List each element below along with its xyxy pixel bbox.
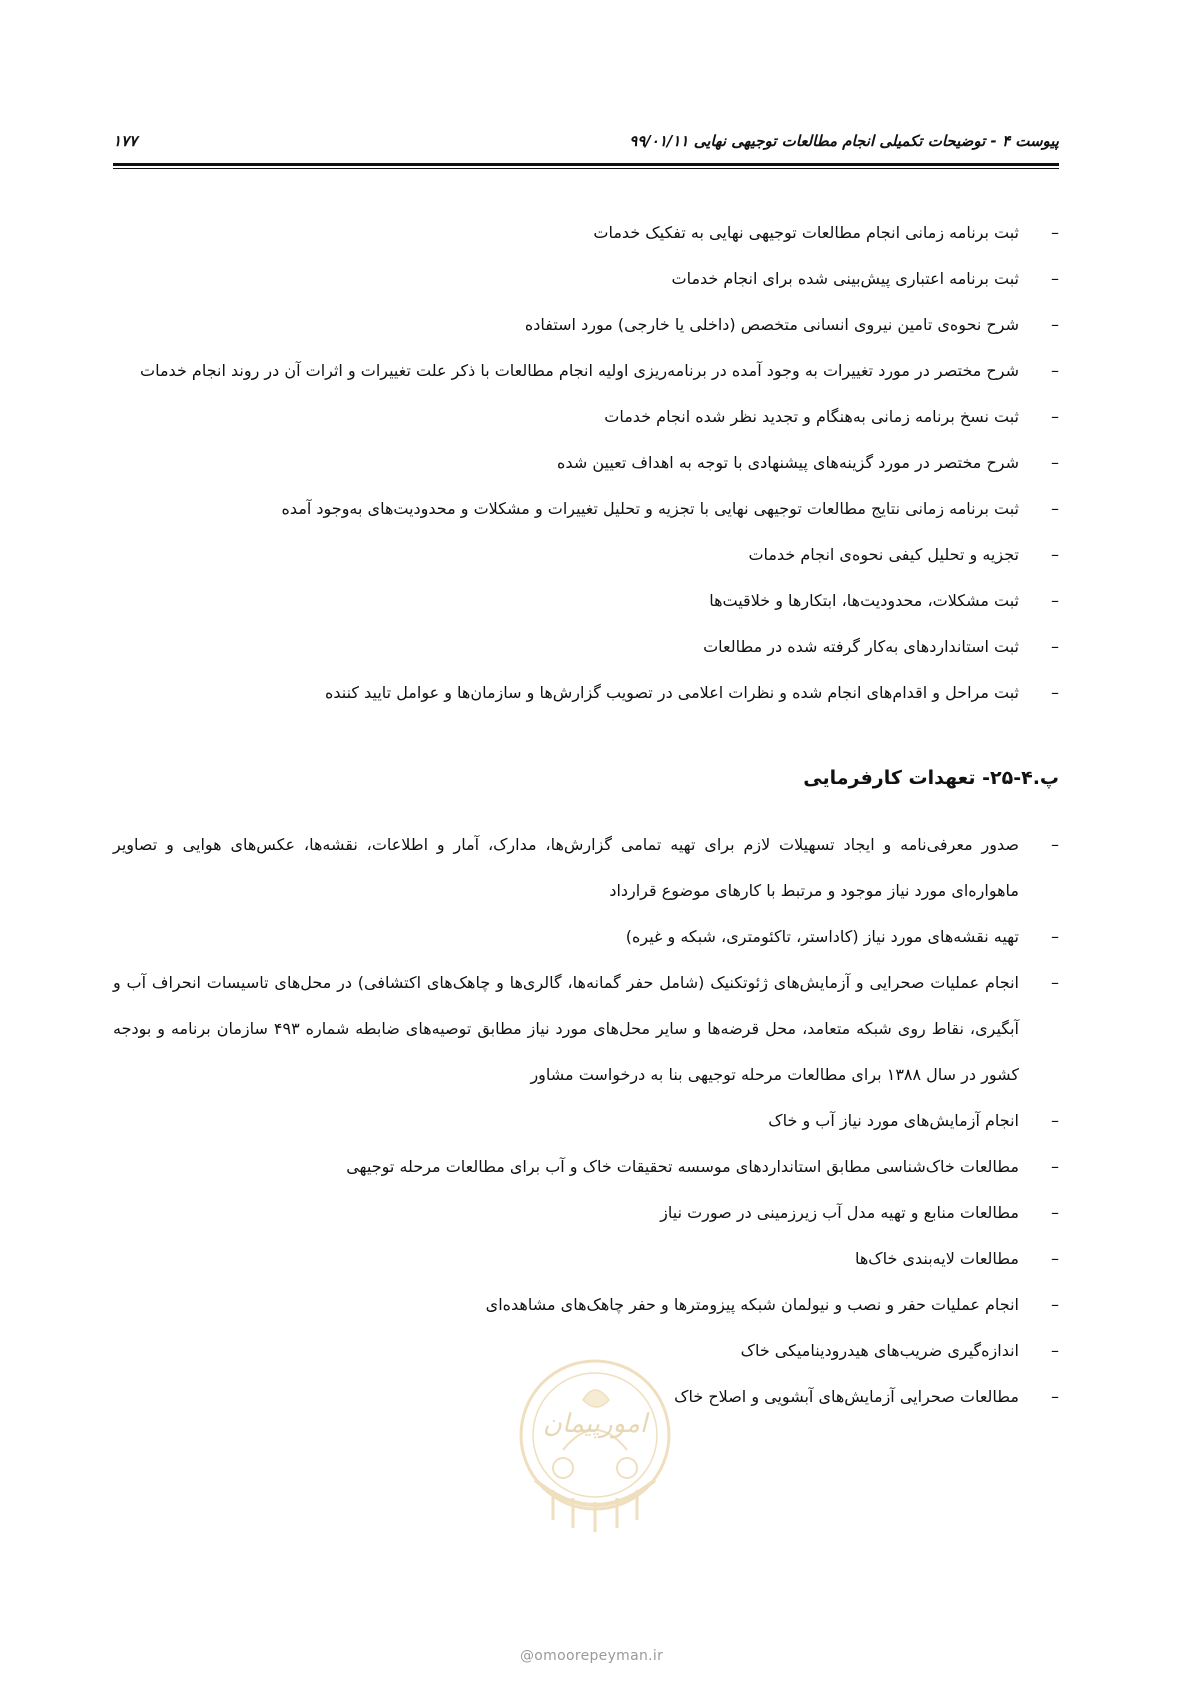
dash-bullet: – bbox=[1051, 315, 1059, 334]
list-item-text: شرح مختصر در مورد تغییرات به وجود آمده در برنامه‌ریزی اولیه انجام مطالعات با ذکر علت تغییرات و اثرات آن در روند انجام خدمات bbox=[140, 361, 1019, 380]
list-item-text: مطالعات صحرایی آزمایش‌های آبشویی و اصلاح خاک bbox=[674, 1387, 1019, 1406]
dash-bullet: – bbox=[1051, 1203, 1059, 1222]
dash-bullet: – bbox=[1051, 1295, 1059, 1314]
list-item-text: شرح مختصر در مورد گزینه‌های پیشنهادی با توجه به اهداف تعیین شده bbox=[557, 453, 1019, 472]
list-item bbox=[113, 1190, 1059, 1236]
dash-bullet: – bbox=[1051, 269, 1059, 288]
list-item bbox=[113, 440, 1059, 486]
list-item-text: مطالعات منابع و تهیه مدل آب زیرزمینی در صورت نیاز bbox=[660, 1203, 1019, 1222]
list-item bbox=[113, 960, 1059, 1098]
dash-bullet: – bbox=[1051, 637, 1059, 656]
list-item-text: ثبت استانداردهای به‌کار گرفته شده در مطالعات bbox=[703, 637, 1019, 656]
list-item-text: مطالعات خاک‌شناسی مطابق استانداردهای موسسه تحقیقات خاک و آب برای مطالعات مرحله توجیهی bbox=[346, 1157, 1019, 1176]
list-item bbox=[113, 532, 1059, 578]
list-item bbox=[113, 914, 1059, 960]
list-item-text: ثبت برنامه اعتباری پیش‌بینی شده برای انجام خدمات bbox=[671, 269, 1019, 288]
header-rule-thin bbox=[113, 168, 1059, 169]
dash-bullet: – bbox=[1051, 453, 1059, 472]
dash-bullet: – bbox=[1051, 683, 1059, 702]
dash-bullet: – bbox=[1051, 1341, 1059, 1360]
list-item-text: مطالعات لایه‌بندی خاک‌ها bbox=[854, 1249, 1019, 1268]
list-item-text: انجام عملیات حفر و نصب و نیولمان شبکه پیزومترها و حفر چاهک‌های مشاهده‌ای bbox=[485, 1295, 1019, 1314]
list-item-text: انجام عملیات صحرایی و آزمایش‌های ژئوتکنیک (شامل حفر گمانه‌ها، گالری‌ها و چاهک‌های اکتشافی) در محل‌های تاسیسات انحراف آب و آبگیری، نقاط روی شبکه متعامد، محل قرضه‌ها و سایر محل‌های مورد نیاز مطابق توصیه‌های ضابطه شماره ۴۹۳ سازمان برنامه و بودجه کشور در سال ۱۳۸۸ برای مطالعات مرحله توجیهی بنا به درخواست مشاور bbox=[113, 973, 1020, 1084]
dash-bullet: – bbox=[1051, 545, 1059, 564]
header-title: پیوست ۴ - توضیحات تکمیلی انجام مطالعات توجیهی نهایی ۹۹/۰۱/۱۱ bbox=[629, 132, 1059, 150]
dash-bullet: – bbox=[1051, 223, 1059, 242]
dash-bullet: – bbox=[1051, 591, 1059, 610]
list-item-text: ثبت مراحل و اقدام‌های انجام شده و نظرات اعلامی در تصویب گزارش‌ها و سازمان‌ها و عوامل تایید کننده bbox=[324, 683, 1019, 702]
list-item bbox=[113, 1236, 1059, 1282]
list-item-text: تهیه نقشه‌های مورد نیاز (کاداستر، تاکئومتری، شبکه و غیره) bbox=[625, 927, 1019, 946]
list-item bbox=[113, 210, 1059, 256]
watermark-text: امورپیمان bbox=[542, 1409, 648, 1439]
dash-bullet: – bbox=[1051, 1249, 1059, 1268]
list-item bbox=[113, 1144, 1059, 1190]
page-header bbox=[113, 128, 1059, 160]
list-item bbox=[113, 670, 1059, 716]
dash-bullet: – bbox=[1051, 499, 1059, 518]
list-item bbox=[113, 822, 1059, 914]
list-item-text: شرح نحوه‌ی تامین نیروی انسانی متخصص (داخلی یا خارجی) مورد استفاده bbox=[524, 315, 1019, 334]
header-rule-thick bbox=[113, 163, 1059, 166]
list-item-text: ثبت برنامه زمانی نتایج مطالعات توجیهی نهایی با تجزیه و تحلیل تغییرات و مشکلات و محدودیت‌های به‌وجود آمده bbox=[281, 499, 1019, 518]
list-item-text: انجام آزمایش‌های مورد نیاز آب و خاک bbox=[768, 1111, 1019, 1130]
list-item bbox=[113, 624, 1059, 670]
list-item bbox=[113, 1282, 1059, 1328]
deliverables-list bbox=[113, 210, 1059, 716]
list-item bbox=[113, 302, 1059, 348]
list-item bbox=[113, 394, 1059, 440]
list-item bbox=[113, 486, 1059, 532]
employer-obligations-list bbox=[113, 822, 1059, 1420]
dash-bullet: – bbox=[1051, 1387, 1059, 1406]
page-number: ۱۷۷ bbox=[113, 132, 138, 150]
list-item bbox=[113, 348, 1059, 394]
list-item-text: صدور معرفی‌نامه و ایجاد تسهیلات لازم برای تهیه تمامی گزارش‌ها، مدارک، آمار و اطلاعات، نقشه‌ها، عکس‌های هوایی و تصاویر ماهواره‌ای مورد نیاز موجود و مرتبط با کارهای موضوع قرارداد bbox=[113, 835, 1019, 900]
footer-url[interactable]: @omoorepeyman.ir bbox=[520, 1648, 664, 1664]
watermark-logo bbox=[513, 1340, 678, 1555]
dash-bullet: – bbox=[1051, 835, 1059, 854]
list-item-text: ثبت نسخ برنامه زمانی به‌هنگام و تجدید نظر شده انجام خدمات bbox=[604, 407, 1019, 426]
list-item-text: تجزیه و تحلیل کیفی نحوه‌ی انجام خدمات bbox=[748, 545, 1019, 564]
dash-bullet: – bbox=[1051, 1157, 1059, 1176]
list-item bbox=[113, 1098, 1059, 1144]
list-item-text: ثبت برنامه زمانی انجام مطالعات توجیهی نهایی به تفکیک خدمات bbox=[593, 223, 1019, 242]
dash-bullet: – bbox=[1051, 973, 1059, 992]
list-item-text: اندازه‌گیری ضریب‌های هیدرودینامیکی خاک bbox=[740, 1341, 1019, 1360]
page-body bbox=[113, 210, 1059, 1420]
section-heading: پ.۴-۲۵- تعهدات کارفرمایی bbox=[803, 767, 1059, 789]
dash-bullet: – bbox=[1051, 361, 1059, 380]
dash-bullet: – bbox=[1051, 1111, 1059, 1130]
dash-bullet: – bbox=[1051, 927, 1059, 946]
list-item bbox=[113, 578, 1059, 624]
list-item bbox=[113, 256, 1059, 302]
list-item-text: ثبت مشکلات، محدودیت‌ها، ابتکارها و خلاقیت‌ها bbox=[709, 591, 1019, 610]
watermark-seal-icon bbox=[521, 1361, 669, 1532]
dash-bullet: – bbox=[1051, 407, 1059, 426]
